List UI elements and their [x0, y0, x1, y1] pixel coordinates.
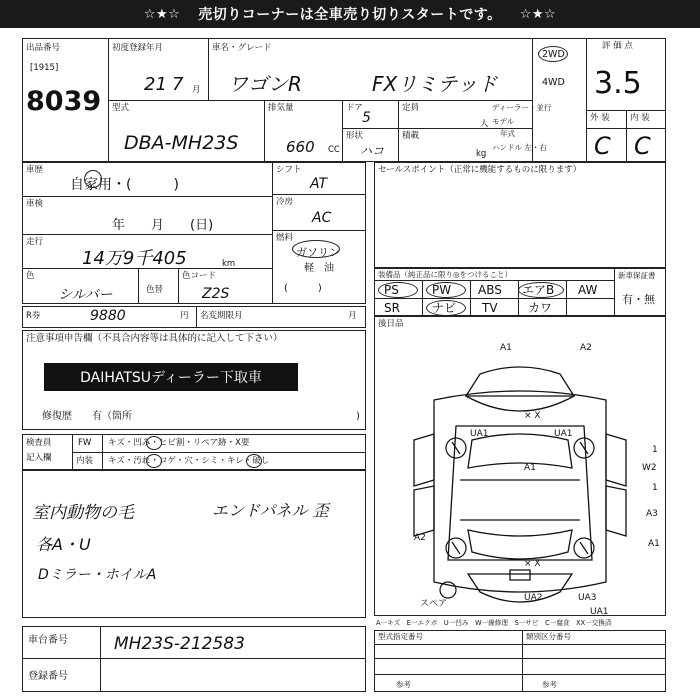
- label-ua1-left: UA1: [470, 429, 489, 439]
- equip-ps-circle: [378, 282, 418, 298]
- fw-dent-circle: [146, 436, 162, 450]
- label-a1-front: A1: [500, 343, 512, 353]
- doors-value: 5: [362, 110, 371, 126]
- mileage-value: 14万9千405: [82, 248, 187, 269]
- label-a3: A3: [646, 509, 658, 519]
- label-a1-center: A1: [524, 463, 536, 473]
- lot-label: 出品番号: [26, 43, 61, 53]
- color-label: 色: [26, 271, 35, 281]
- inspection-label: 車検: [26, 199, 44, 209]
- label-a1-right: A1: [648, 539, 660, 549]
- notes-label: 注意事項申告欄（不具合内容等は具体的に記入して下さい）: [26, 333, 283, 344]
- equip-aw: AW: [578, 283, 598, 297]
- banner-stars-right: ☆★☆: [519, 6, 557, 22]
- label-w2: W2: [642, 463, 657, 473]
- label-ua1-right: UA1: [554, 429, 573, 439]
- type-designation-label: 型式指定番号: [378, 632, 423, 641]
- person-unit: 人: [480, 119, 489, 129]
- recycle-label: R券: [26, 311, 41, 321]
- fuel-diesel: 軽 油: [304, 263, 334, 274]
- color-code-value: Z2S: [202, 286, 230, 302]
- displacement-value: 660: [286, 138, 315, 156]
- registration-label: 登録番号: [28, 671, 68, 682]
- load-label: 積載: [402, 131, 420, 141]
- car-damage-diagram: [374, 330, 666, 620]
- equip-airbag-circle: [518, 282, 564, 298]
- after-label: 後日品: [378, 319, 404, 329]
- grade: FXリミテッド: [372, 72, 498, 96]
- equip-abs: ABS: [478, 283, 502, 297]
- drive-4wd: 4WD: [542, 77, 565, 88]
- auto-tax-label: 名変期限月: [200, 311, 243, 321]
- recycle-value: 9880: [90, 308, 126, 324]
- interior-inspect-label: 内装: [76, 456, 94, 466]
- equip-leather: カワ: [528, 301, 553, 315]
- shift-value: AT: [310, 176, 328, 192]
- score-value: 3.5: [594, 66, 642, 101]
- dealer-label: ディーラー・並行: [492, 103, 552, 112]
- month-unit: 月: [192, 85, 201, 95]
- label-ua1-rear: UA1: [590, 607, 609, 617]
- remark-line-1b: エンドパネル 歪: [212, 501, 329, 520]
- new-car-value: 有・無: [622, 293, 655, 306]
- shift-label: シフト: [276, 165, 302, 175]
- auto-tax-month: 月: [348, 311, 357, 321]
- rear-bumper-outline: [468, 574, 572, 602]
- history-circle: [84, 170, 102, 188]
- repair-close: ): [356, 411, 360, 422]
- first-reg-month: 7: [172, 74, 184, 95]
- equip-sr: SR: [384, 301, 400, 315]
- fuel-label: 燃料: [276, 233, 294, 243]
- banner-stars-left: ☆★☆: [143, 6, 181, 22]
- interior-dirt-circle: [146, 454, 162, 468]
- inspector-label-1: 検査員: [26, 438, 52, 448]
- plate-outline: [510, 570, 530, 580]
- rear-window: [468, 530, 572, 559]
- model-value: DBA-MH23S: [124, 132, 239, 154]
- first-reg-label: 初度登録年月: [112, 43, 164, 53]
- interior-stain-circle: [246, 454, 262, 468]
- lot-sub: [1915]: [30, 63, 59, 73]
- fuel-other: ( ): [284, 283, 322, 294]
- recycle-row: [22, 306, 366, 328]
- year-label: 年式: [500, 129, 515, 138]
- kg-unit: kg: [476, 149, 487, 159]
- chassis-value: MH23S-212583: [114, 634, 245, 654]
- remark-line-2: 各A・U: [36, 535, 91, 554]
- shape-label: 形状: [346, 131, 364, 141]
- inspector-label-2: 記入欄: [26, 453, 52, 463]
- front-window: [468, 434, 572, 468]
- chassis-label: 車台番号: [28, 635, 68, 646]
- label-ua3: UA3: [578, 593, 597, 603]
- score-label: 評 価 点: [602, 41, 633, 51]
- remark-line-1: 室内動物の毛: [32, 503, 134, 523]
- tone-label: 色替: [146, 285, 164, 295]
- label-one: 1: [652, 445, 658, 455]
- sales-point-label: セールスポイント（正常に機能するものに限ります）: [378, 165, 582, 175]
- sales-point-box: [374, 162, 666, 268]
- equip-navi: ナビ: [432, 301, 457, 315]
- interior-items: キズ・汚れ・コゲ・穴・シミ・キレ・破し: [108, 456, 270, 466]
- exterior-grade: C: [594, 132, 611, 160]
- right-front-door: [606, 434, 626, 486]
- model-label: 型式: [112, 103, 130, 113]
- label-a2-left: A2: [414, 533, 426, 543]
- equip-ps: PS: [384, 283, 399, 297]
- ref-label-left: 参考: [396, 680, 411, 689]
- label-spare: スペア: [420, 599, 448, 609]
- drive-circle: [538, 46, 568, 62]
- mileage-label: 走行: [26, 237, 44, 247]
- ac-label: 冷房: [276, 197, 294, 207]
- color-code-label: 色コード: [182, 271, 217, 281]
- equip-navi-circle: [426, 300, 466, 316]
- equip-tv: TV: [482, 301, 498, 315]
- equipment-label: 装備品（純正品に限り◎をつけること）: [378, 270, 513, 279]
- windshield-line: [466, 396, 574, 411]
- label-a2-front: A2: [580, 343, 592, 353]
- fuel-circle: [292, 240, 340, 258]
- top-banner: [0, 0, 700, 28]
- car-name: ワゴンR: [228, 72, 302, 96]
- label-one-b: 1: [652, 483, 658, 493]
- left-rear-door: [414, 486, 434, 536]
- displacement-label: 排気量: [268, 103, 294, 113]
- fw-label: FW: [78, 438, 92, 448]
- label-x-bottom: × X: [524, 559, 541, 569]
- label-x-top: × X: [524, 411, 541, 421]
- equip-pw: PW: [432, 283, 452, 297]
- new-car-label: 新車保証書: [618, 271, 656, 280]
- ac-value: AC: [312, 210, 332, 226]
- model-year-label: モデル: [492, 117, 515, 126]
- car-name-label: 車名・グレード: [212, 43, 272, 53]
- body-outline: [434, 391, 606, 592]
- shape-value: ハコ: [360, 144, 385, 158]
- history-label: 車歴: [26, 165, 44, 175]
- handle-label: ハンドル 左・右: [492, 143, 547, 152]
- recycle-yen: 円: [180, 311, 189, 321]
- first-reg-year: 21: [144, 74, 167, 95]
- doors-label: ドア: [346, 103, 363, 113]
- fw-items: キズ・凹み・ヒビ割・リペア跡・X要: [108, 438, 250, 448]
- inspection-value: 年 月 (日): [112, 218, 214, 233]
- category-number-label: 類別区分番号: [526, 632, 571, 641]
- left-front-door: [414, 434, 434, 486]
- lot-number: 8039: [26, 86, 102, 117]
- repair-label: 修復歴 有（箇所: [42, 411, 132, 422]
- equip-airbag: エアB: [522, 283, 555, 297]
- color-value: シルバー: [58, 287, 113, 303]
- equip-pw-circle: [426, 282, 466, 298]
- drive-2wd: 2WD: [542, 49, 565, 60]
- diagram-legend: A一キズ E一エクボ U一凹み W一線修理 S一サビ C一腐食 XX一交換済: [376, 619, 612, 627]
- ref-label-right: 参考: [542, 680, 557, 689]
- remark-line-3: Dミラー・ホイルA: [38, 567, 157, 583]
- fuel-gas: ガソリン: [296, 246, 340, 259]
- km-unit: km: [222, 259, 236, 269]
- label-ua2: UA2: [524, 593, 543, 603]
- history-value: 自家用・( ): [70, 177, 179, 193]
- interior-grade: C: [634, 132, 651, 160]
- dealer-tradein-badge: DAIHATSUディーラー下取車: [44, 363, 298, 391]
- exterior-label: 外 装: [590, 113, 610, 123]
- capacity-label: 定員: [402, 103, 420, 113]
- interior-label: 内 装: [630, 113, 650, 123]
- right-rear-door: [606, 486, 626, 536]
- banner-text: 売切りコーナーは全車売り切りスタートです。: [198, 7, 502, 23]
- cc-unit: CC: [328, 145, 340, 155]
